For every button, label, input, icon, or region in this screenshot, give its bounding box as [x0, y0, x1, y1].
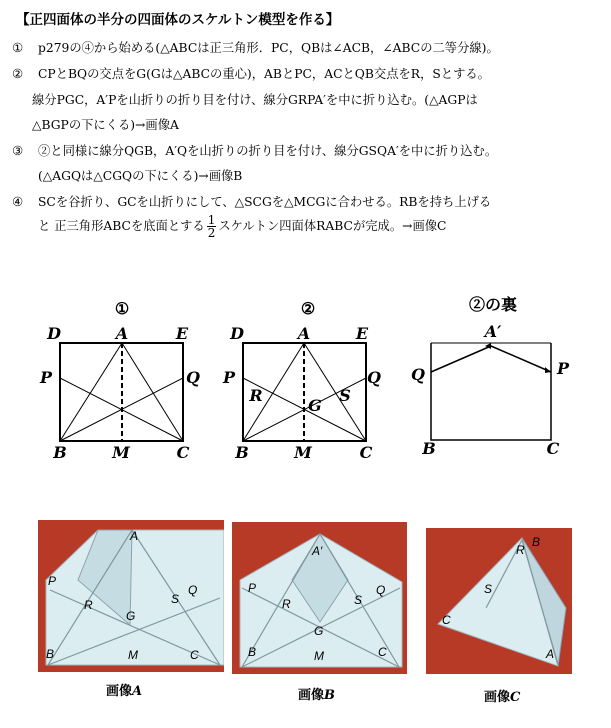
line-ab	[60, 343, 122, 441]
step-4-line-2	[38, 214, 446, 239]
label-a-prime: A′	[312, 544, 323, 558]
label-b: B	[422, 439, 436, 458]
step-2-line-2: 線分PGC，A′Pを山折りの折り目を付け、線分GRPA′を中に折り込む。(△AGPは	[32, 93, 478, 107]
step-text: ②と同様に線分QGB，A′Qを山折りの折り目を付け、線分GSQA′を中に折り込む。	[38, 144, 498, 158]
label-a: A	[130, 529, 139, 543]
label-c: C	[378, 645, 387, 659]
label-d: D	[47, 324, 61, 343]
paper-outline	[431, 372, 551, 440]
label-p: P	[556, 359, 570, 378]
label-g: G	[126, 609, 136, 623]
label-m: M	[294, 443, 312, 462]
label-b: B	[248, 645, 257, 659]
label-s: S	[339, 386, 351, 405]
page-title: 【正四面体の半分の四面体のスケルトン模型を作る】	[16, 12, 340, 28]
label-q: Q	[411, 365, 425, 384]
step-2	[12, 64, 490, 82]
label-a: A	[115, 324, 129, 343]
caption-c	[484, 686, 520, 705]
step-1	[12, 38, 499, 56]
step-text: p279の④から始める(△ABCは正三角形．PC，QBは∠ACB，∠ABCの二等分線)。	[38, 41, 499, 55]
label-b: B	[235, 443, 249, 462]
photo-b	[232, 522, 407, 674]
label-b: B	[46, 647, 55, 661]
photo-a	[38, 520, 224, 672]
label-g: G	[308, 396, 322, 415]
step-3	[12, 141, 497, 159]
step-text: SCを谷折り、GCを山折りにして、△SCGを△MCGに合わせる。RBを持ち上げる	[38, 195, 492, 209]
label-r: R	[282, 597, 291, 611]
arrow-head	[545, 367, 551, 373]
caption-text: 画像	[106, 684, 133, 699]
step-number: ①	[12, 41, 24, 55]
step-2-line-3: △BGPの下にくる)→画像A	[32, 118, 179, 132]
label-g: G	[314, 624, 324, 638]
step-number: ③	[12, 144, 24, 158]
photo-c	[426, 528, 572, 674]
fraction-denominator: 2	[207, 226, 216, 240]
label-s: S	[484, 582, 493, 596]
caption-b	[298, 684, 335, 703]
caption-a	[106, 680, 142, 699]
diagram-title: ①	[114, 299, 130, 318]
label-c: C	[176, 443, 190, 462]
step-4-text-pre: と 正三角形ABCを底面とする	[38, 219, 205, 233]
label-m: M	[314, 649, 324, 663]
label-p: P	[248, 581, 257, 595]
step-4	[12, 192, 491, 210]
step-4-text-post: スケルトン四面体RABCが完成。→画像C	[218, 219, 447, 233]
label-p: P	[222, 368, 236, 387]
step-text: CPとBQの交点をG(Gは△ABCの重心)，ABとPC，ACとQB交点をR，Sとする。	[38, 67, 490, 81]
fraction-numerator: 1	[207, 213, 216, 227]
label-q: Q	[186, 368, 200, 387]
caption-text: 画像	[484, 690, 511, 705]
fraction-half	[207, 214, 217, 239]
label-p: P	[39, 368, 53, 387]
caption-letter: A	[132, 684, 143, 699]
step-number: ②	[12, 67, 24, 81]
label-q: Q	[188, 583, 198, 597]
label-r: R	[84, 598, 93, 612]
label-s: S	[354, 593, 363, 607]
label-c: C	[190, 648, 199, 662]
diagram-2	[212, 290, 392, 470]
caption-text: 画像	[298, 688, 325, 703]
label-b: B	[532, 535, 541, 549]
label-m: M	[112, 443, 130, 462]
label-b: B	[53, 443, 67, 462]
label-e: E	[355, 324, 369, 343]
label-c: C	[546, 439, 560, 458]
label-q: Q	[367, 368, 381, 387]
label-a: A	[546, 647, 555, 661]
label-r: R	[249, 386, 263, 405]
label-c: C	[442, 613, 451, 627]
label-s: S	[171, 592, 180, 606]
label-a-prime: A′	[484, 322, 502, 341]
line-ac	[122, 343, 183, 441]
label-m: M	[128, 648, 138, 662]
label-c: C	[359, 443, 373, 462]
label-e: E	[175, 324, 189, 343]
diagram-1	[30, 290, 210, 470]
label-a: A	[297, 324, 311, 343]
label-r: R	[516, 543, 525, 557]
diagram-3	[405, 290, 585, 470]
fold-crease	[431, 346, 551, 372]
diagram-title: ②の裏	[468, 295, 518, 314]
line-ac	[304, 343, 366, 441]
label-q: Q	[376, 583, 386, 597]
label-d: D	[230, 324, 244, 343]
label-p: P	[48, 574, 57, 588]
diagram-title: ②	[300, 299, 316, 318]
step-3-line-2: (△AGQは△CGQの下にくる)→画像B	[38, 169, 243, 183]
caption-letter: C	[510, 690, 521, 705]
step-number: ④	[12, 195, 24, 209]
caption-letter: B	[324, 688, 336, 703]
